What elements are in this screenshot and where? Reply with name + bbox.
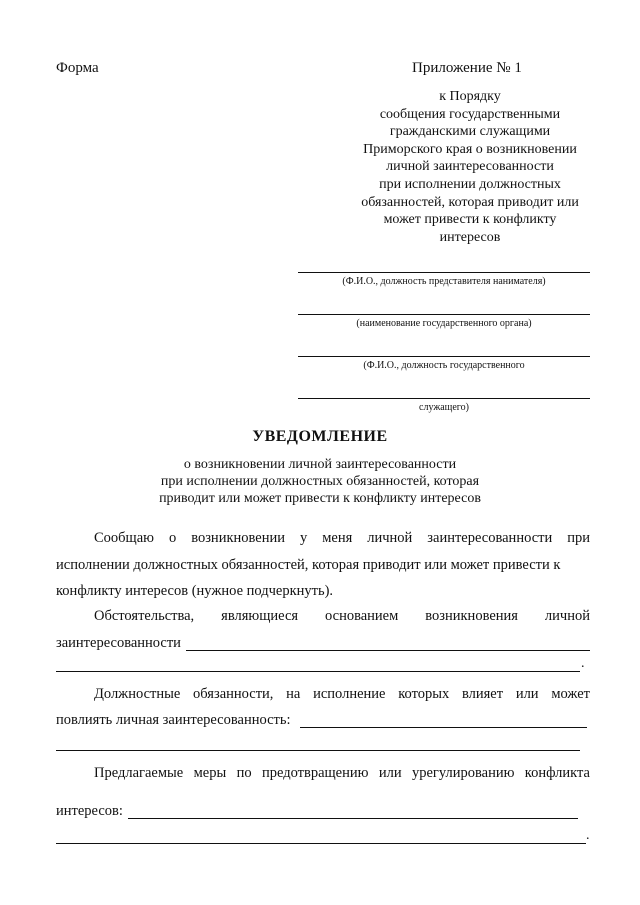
appendix-number: Приложение № 1 — [412, 60, 522, 76]
agency-name-line[interactable] — [298, 314, 590, 315]
servant-caption-1: (Ф.И.О., должность государственного — [363, 360, 525, 371]
circumstances-fill-line-1[interactable] — [186, 650, 590, 651]
appendix-line: личной заинтересованности — [386, 159, 554, 175]
notice-title: УВЕДОМЛЕНИЕ — [252, 428, 388, 445]
paragraph-3-line-1: Должностные обязанности, на исполнение которых влияет или может — [94, 686, 590, 702]
appendix-line: интересов — [439, 229, 501, 245]
appendix-line: может привести к конфликту — [383, 212, 557, 228]
appendix-line: гражданскими служащими — [389, 124, 551, 140]
servant-name-line-2[interactable] — [298, 398, 590, 399]
duties-fill-line-2[interactable] — [56, 750, 580, 751]
circumstances-label: заинтересованности — [56, 635, 181, 651]
employer-name-line[interactable] — [298, 272, 590, 273]
appendix-line: обязанностей, которая приводит или — [361, 194, 579, 210]
measures-label: интересов: — [56, 803, 123, 819]
duties-label: повлиять личная заинтересованность: — [56, 712, 291, 728]
subtitle-line: о возникновении личной заинтересованности — [183, 457, 457, 472]
paragraph-2-line-1: Обстоятельства, являющиеся основанием возникновения личной — [94, 608, 590, 624]
appendix-line: к Порядку — [439, 89, 501, 104]
period-mark: . — [586, 828, 590, 843]
paragraph-4-line-1: Предлагаемые меры по предотвращению или урегулированию конфликта — [94, 765, 590, 781]
appendix-line: сообщения государственными — [379, 106, 561, 122]
appendix-reference — [330, 88, 610, 246]
period-mark: . — [581, 656, 585, 671]
appendix-line: Приморского края о возникновении — [363, 141, 577, 157]
duties-fill-line-1[interactable] — [300, 727, 587, 728]
subtitle-line: при исполнении должностных обязанностей, которая — [160, 474, 480, 489]
paragraph-1-line-3: конфликту интересов (нужное подчеркнуть). — [56, 583, 334, 599]
employer-caption: (Ф.И.О., должность представителя нанимателя) — [342, 276, 546, 287]
form-label: Форма — [56, 60, 99, 76]
paragraph-1-line-2: исполнении должностных обязанностей, которая приводит или может привести к — [56, 557, 561, 573]
agency-caption: (наименование государственного органа) — [356, 318, 532, 329]
notice-subtitle — [0, 456, 640, 507]
servant-name-line-1[interactable] — [298, 356, 590, 357]
subtitle-line: приводит или может привести к конфликту интересов — [159, 491, 481, 506]
measures-fill-line-1[interactable] — [128, 818, 578, 819]
measures-fill-line-2[interactable] — [56, 843, 586, 844]
paragraph-1-line-1: Сообщаю о возникновении у меня личной заинтересованности при — [94, 530, 590, 546]
servant-caption-2: служащего) — [419, 402, 469, 413]
circumstances-fill-line-2[interactable] — [56, 671, 580, 672]
appendix-line: при исполнении должностных — [379, 176, 561, 192]
